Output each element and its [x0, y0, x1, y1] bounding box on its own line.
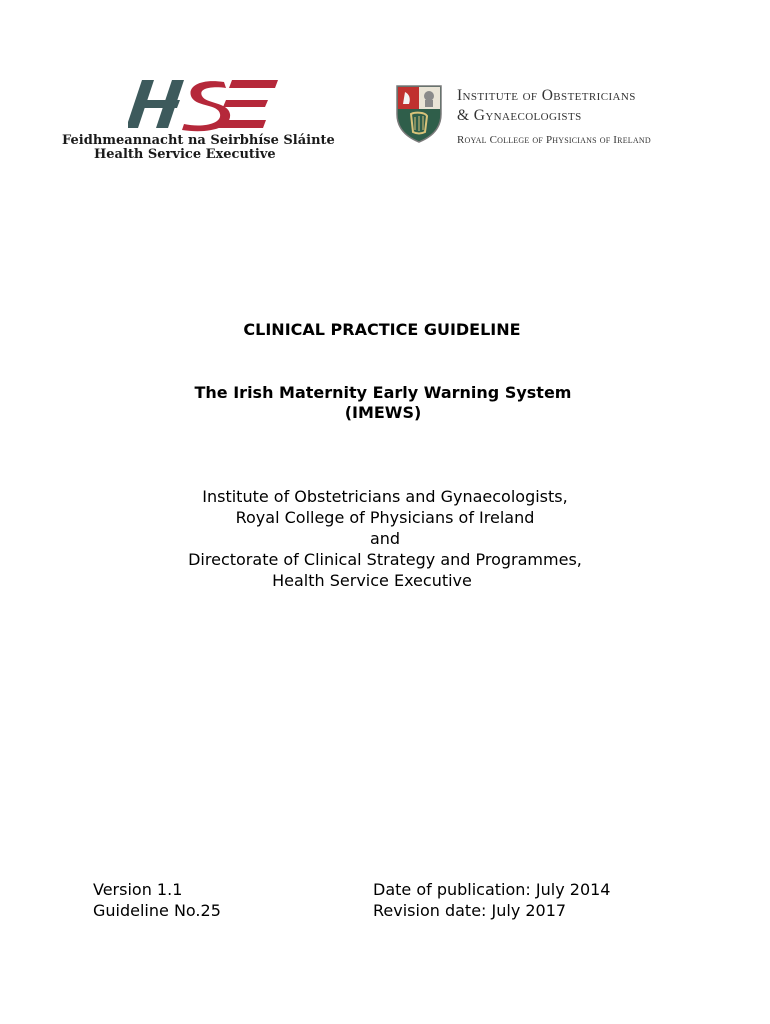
document-version-info	[93, 879, 221, 921]
author-line: Health Service Executive	[272, 571, 472, 590]
version-label: Version 1.1	[93, 880, 183, 899]
hse-mark-icon	[128, 74, 308, 132]
author-line: and	[369, 529, 401, 548]
author-line: Directorate of Clinical Strategy and Programmes,	[188, 550, 582, 569]
hse-line-irish: Feidhmeannacht na Seirbhíse Sláinte	[62, 133, 335, 148]
document-date-info	[373, 879, 610, 921]
iog-logo-text	[457, 86, 651, 148]
hse-line-english: Health Service Executive	[94, 147, 276, 162]
iog-line-institute: Institute of Obstetricians	[457, 87, 636, 104]
document-title-line1: The Irish Maternity Early Warning System	[194, 383, 572, 402]
hse-logo-text	[62, 134, 335, 162]
author-line: Royal College of Physicians of Ireland	[235, 508, 535, 527]
iog-line-gynaecologists: & Gynaecologists	[457, 107, 582, 124]
document-title-line2: (IMEWS)	[344, 403, 422, 422]
revision-date: Revision date: July 2017	[373, 901, 567, 920]
iog-line-rcpi: Royal College of Physicians of Ireland	[457, 134, 651, 146]
hse-logo	[60, 70, 335, 180]
iog-crest-icon	[395, 84, 443, 144]
document-title	[0, 383, 768, 423]
iog-logo	[395, 84, 705, 148]
publication-date: Date of publication: July 2014	[373, 880, 611, 899]
document-authors	[0, 486, 770, 591]
author-line: Institute of Obstetricians and Gynaecologists,	[202, 487, 568, 506]
document-heading: CLINICAL PRACTICE GUIDELINE	[243, 320, 521, 339]
guideline-number: Guideline No.25	[93, 901, 221, 920]
